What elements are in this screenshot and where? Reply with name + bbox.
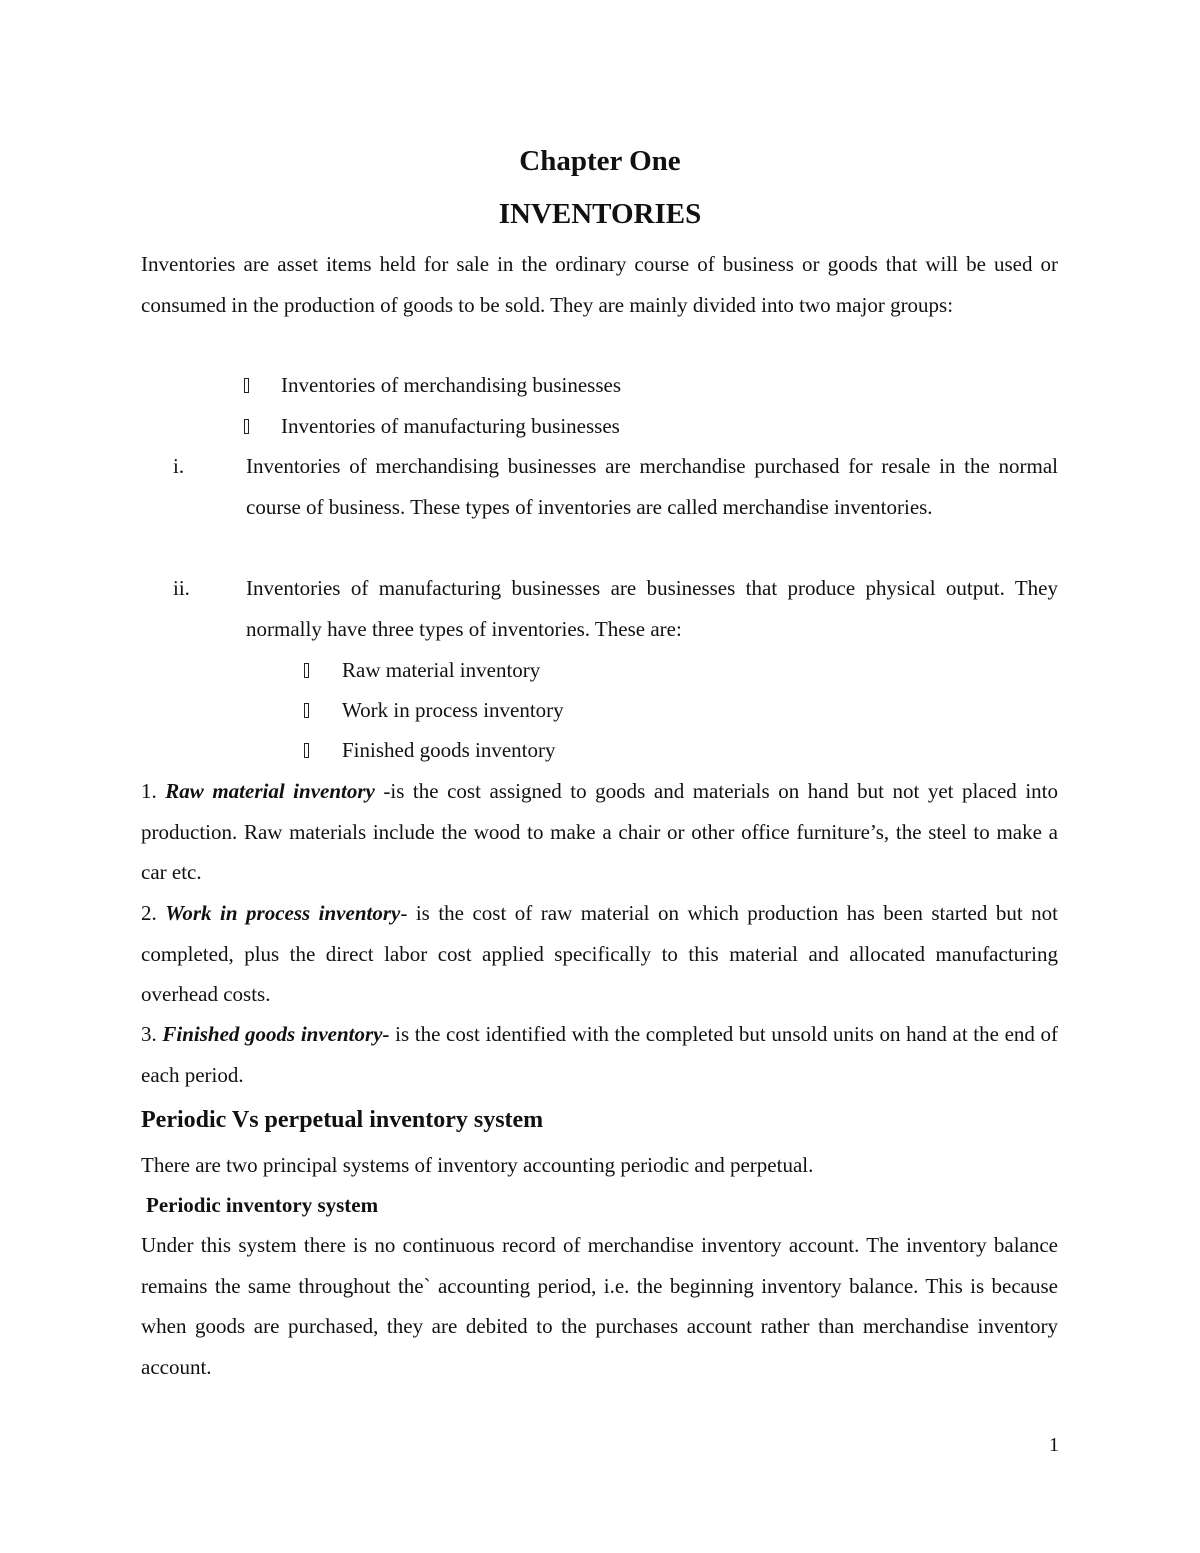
list-item-text: Inventories of merchandising businesses <box>281 373 622 397</box>
bullet-icon <box>244 419 249 434</box>
definition-paragraph <box>141 893 1058 1015</box>
definition-paragraph <box>141 771 1058 893</box>
list-item-text: Work in process inventory <box>342 698 564 722</box>
bullet-icon <box>304 703 309 718</box>
list-item-text: Finished goods inventory <box>342 738 556 762</box>
roman-marker: ii. <box>173 576 190 600</box>
subsection-heading: Periodic inventory system <box>146 1193 379 1217</box>
definition-term: Finished goods inventory- <box>162 1022 390 1046</box>
list-item <box>244 406 620 446</box>
definition-number: 3. <box>141 1022 157 1046</box>
bullet-icon <box>244 378 249 393</box>
definition-term: Work in process inventory <box>165 901 401 925</box>
chapter-title: Chapter One <box>519 145 681 177</box>
list-item-text: Inventories of manufacturing businesses <box>281 414 620 438</box>
list-item <box>244 365 621 405</box>
page-number: 1 <box>1049 1434 1059 1456</box>
list-item-text: Raw material inventory <box>342 658 541 682</box>
definition-term: Raw material inventory <box>165 779 375 803</box>
bullet-icon <box>304 663 309 678</box>
periodic-paragraph: Under this system there is no continuous record of merchandise inventory account. The inventory balance remains the same throughout the` accounting period, i.e. the beginning inventory balance. This is because when goods are purchased, they are debited to the purchases account rather than merchandise inventory account. <box>141 1233 1058 1379</box>
roman-marker: i. <box>173 454 185 478</box>
list-item <box>304 650 540 690</box>
list-item <box>304 730 556 770</box>
definition-number: 2. <box>141 901 157 925</box>
bullet-icon <box>304 743 309 758</box>
numbered-paragraph: Inventories of merchandising businesses are merchandise purchased for resale in the normal course of business. These types of inventories are called merchandise inventories. <box>246 454 1058 519</box>
list-item <box>304 690 564 730</box>
chapter-subtitle: INVENTORIES <box>498 198 702 230</box>
definition-number: 1. <box>141 779 157 803</box>
section-heading: Periodic Vs perpetual inventory system <box>141 1107 544 1133</box>
numbered-paragraph: Inventories of manufacturing businesses are businesses that produce physical output. They normally have three types of inventories. These are: <box>246 576 1058 641</box>
intro-paragraph: Inventories are asset items held for sale in the ordinary course of business or goods that will be used or consumed in the production of goods to be sold. They are mainly divided into two major groups: <box>141 252 1058 317</box>
section-intro: There are two principal systems of inventory accounting periodic and perpetual. <box>141 1153 814 1177</box>
definition-text: -is the cost assigned to goods and materials on hand but not yet placed into production. Raw materials include the wood to make a chair or other office furniture’s, the steel to make a car etc. <box>141 779 1058 884</box>
definition-text: - is the cost of raw material on which production has been started but not completed, plus the direct labor cost applied specifically to this material and allocated manufacturing overhead costs. <box>141 901 1059 1006</box>
definition-text: is the cost identified with the completed but unsold units on hand at the end of each period. <box>141 1022 1059 1087</box>
definition-paragraph <box>141 1014 1058 1095</box>
